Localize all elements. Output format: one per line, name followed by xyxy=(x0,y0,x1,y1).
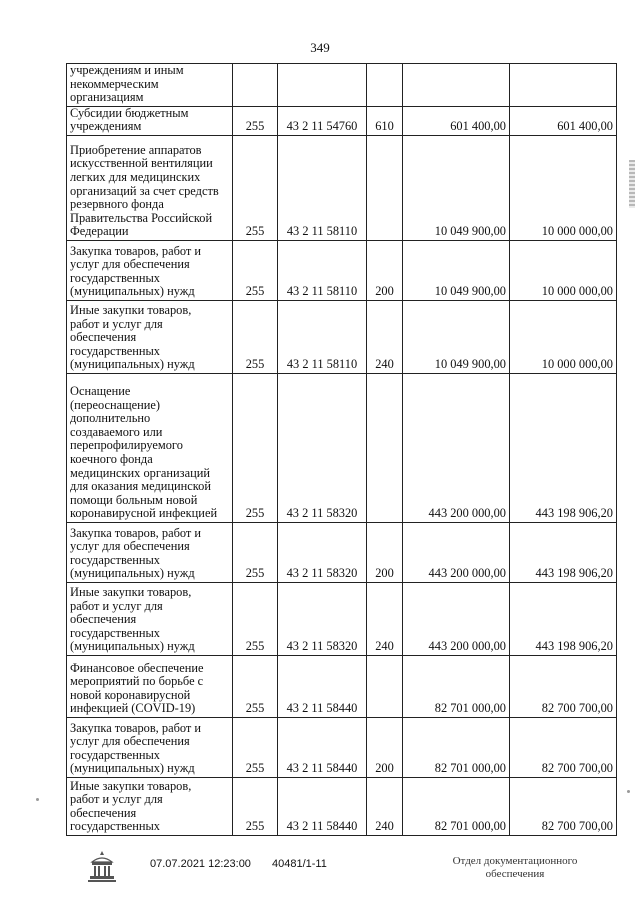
department-code xyxy=(233,64,278,107)
executed-amount: 82 700 700,00 xyxy=(510,717,617,777)
expense-type-code: 240 xyxy=(367,582,403,655)
executed-amount: 10 000 000,00 xyxy=(510,240,617,300)
scan-speck xyxy=(36,798,39,801)
item-name-line: услуг для обеспечения xyxy=(70,539,190,554)
expense-type-code: 200 xyxy=(367,717,403,777)
budget-item-name xyxy=(67,582,233,655)
target-article-code: 43 2 11 58440 xyxy=(278,777,367,835)
executed-amount: 443 198 906,20 xyxy=(510,522,617,582)
item-name-line: резервного фонда xyxy=(70,197,164,212)
item-name-line: Финансовое обеспечение xyxy=(70,660,204,675)
item-name-line: инфекцией (COVID-19) xyxy=(70,701,196,716)
executed-amount: 443 198 906,20 xyxy=(510,373,617,522)
department-code: 255 xyxy=(233,717,278,777)
table-row xyxy=(67,135,617,240)
item-name-line: Федерации xyxy=(70,224,129,239)
expense-type-code: 610 xyxy=(367,106,403,135)
target-article-code: 43 2 11 58110 xyxy=(278,300,367,373)
executed-amount: 82 700 700,00 xyxy=(510,655,617,717)
item-name-line: Закупка товаров, работ и xyxy=(70,720,202,735)
item-name-line: легких для медицинских xyxy=(70,170,201,184)
department-code: 255 xyxy=(233,522,278,582)
department-code: 255 xyxy=(233,300,278,373)
table-row xyxy=(67,655,617,717)
table-row xyxy=(67,300,617,373)
item-name-line: Закупка товаров, работ и xyxy=(70,243,202,258)
target-article-code: 43 2 11 58440 xyxy=(278,717,367,777)
item-name-line: Оснащение xyxy=(70,384,131,399)
executed-amount: 10 000 000,00 xyxy=(510,300,617,373)
department-code: 255 xyxy=(233,135,278,240)
planned-amount: 443 200 000,00 xyxy=(403,373,510,522)
target-article-code xyxy=(278,64,367,107)
executed-amount: 10 000 000,00 xyxy=(510,135,617,240)
scan-speck xyxy=(627,790,630,793)
planned-amount: 10 049 900,00 xyxy=(403,135,510,240)
item-name-line: организаций за счет средств xyxy=(70,183,219,198)
executed-amount: 82 700 700,00 xyxy=(510,777,617,835)
item-name-line: коечного фонда xyxy=(70,452,153,466)
expense-type-code xyxy=(367,373,403,522)
executed-amount xyxy=(510,64,617,107)
budget-item-name xyxy=(67,300,233,373)
item-name-line: создаваемого или xyxy=(70,424,163,439)
department-line-2: обеспечения xyxy=(485,868,545,880)
planned-amount: 443 200 000,00 xyxy=(403,582,510,655)
item-name-line: государственных xyxy=(70,625,161,640)
item-name-line: обеспечения xyxy=(70,805,137,820)
executed-amount: 601 400,00 xyxy=(510,106,617,135)
planned-amount: 10 049 900,00 xyxy=(403,240,510,300)
budget-table xyxy=(66,63,617,836)
item-name-line: (муниципальных) нужд xyxy=(70,566,195,581)
scan-margin-mark xyxy=(629,160,635,208)
item-name-line: Приобретение аппаратов xyxy=(70,142,202,157)
expense-type-code: 200 xyxy=(367,240,403,300)
budget-item-name xyxy=(67,777,233,835)
planned-amount: 82 701 000,00 xyxy=(403,777,510,835)
item-name-line: для оказания медицинской xyxy=(70,479,211,494)
item-name-line: учреждениям и иным xyxy=(70,63,184,77)
department-code: 255 xyxy=(233,777,278,835)
item-name-line: работ и услуг для xyxy=(70,792,163,807)
item-name-line: Правительства Российской xyxy=(70,210,213,225)
item-name-line: государственных xyxy=(70,343,161,358)
budget-item-name xyxy=(67,64,233,107)
item-name-line: услуг для обеспечения xyxy=(70,257,190,272)
item-name-line: государственных xyxy=(70,270,161,285)
planned-amount: 10 049 900,00 xyxy=(403,300,510,373)
item-name-line: (переоснащение) xyxy=(70,397,161,412)
target-article-code: 43 2 11 58320 xyxy=(278,582,367,655)
table-row xyxy=(67,64,617,107)
item-name-line: государственных xyxy=(70,552,161,567)
budget-item-name xyxy=(67,373,233,522)
table-row xyxy=(67,106,617,135)
department-code: 255 xyxy=(233,106,278,135)
expense-type-code xyxy=(367,135,403,240)
expense-type-code xyxy=(367,655,403,717)
department-code: 255 xyxy=(233,655,278,717)
item-name-line: (муниципальных) нужд xyxy=(70,284,195,299)
item-name-line: искусственной вентиляции xyxy=(70,156,213,171)
planned-amount: 82 701 000,00 xyxy=(403,655,510,717)
expense-type-code: 240 xyxy=(367,777,403,835)
target-article-code: 43 2 11 58320 xyxy=(278,522,367,582)
budget-item-name xyxy=(67,522,233,582)
item-name-line: (муниципальных) нужд xyxy=(70,357,195,372)
expense-type-code: 240 xyxy=(367,300,403,373)
page-number: 349 xyxy=(310,40,330,55)
target-article-code: 43 2 11 58110 xyxy=(278,240,367,300)
item-name-line: (муниципальных) нужд xyxy=(70,639,195,654)
item-name-line: некоммерческим xyxy=(70,76,159,91)
item-name-line: обеспечения xyxy=(70,612,137,627)
item-name-line: Иные закупки товаров, xyxy=(70,585,192,599)
planned-amount: 443 200 000,00 xyxy=(403,522,510,582)
department-code: 255 xyxy=(233,240,278,300)
target-article-code: 43 2 11 58110 xyxy=(278,135,367,240)
table-row xyxy=(67,522,617,582)
expense-type-code: 200 xyxy=(367,522,403,582)
item-name-line: обеспечения xyxy=(70,330,137,345)
item-name-line: Иные закупки товаров, xyxy=(70,303,192,317)
table-row xyxy=(67,777,617,835)
item-name-line: Закупка товаров, работ и xyxy=(70,525,202,540)
table-row xyxy=(67,373,617,522)
budget-item-name xyxy=(67,655,233,717)
department-code: 255 xyxy=(233,582,278,655)
item-name-line: работ и услуг для xyxy=(70,598,163,613)
target-article-code: 43 2 11 54760 xyxy=(278,106,367,135)
item-name-line: учреждениям xyxy=(70,119,142,134)
item-name-line: услуг для обеспечения xyxy=(70,734,190,749)
expense-type-code xyxy=(367,64,403,107)
item-name-line: перепрофилируемого xyxy=(70,438,183,453)
item-name-line: Субсидии бюджетным xyxy=(70,106,189,120)
footer-department-stamp xyxy=(440,855,590,881)
planned-amount xyxy=(403,64,510,107)
item-name-line: Иные закупки товаров, xyxy=(70,778,192,793)
item-name-line: государственных xyxy=(70,819,161,834)
item-name-line: новой коронавирусной xyxy=(70,687,191,702)
item-name-line: коронавирусной инфекцией xyxy=(70,506,218,521)
item-name-line: мероприятий по борьбе с xyxy=(70,674,204,689)
table-row xyxy=(67,240,617,300)
planned-amount: 82 701 000,00 xyxy=(403,717,510,777)
item-name-line: дополнительно xyxy=(70,411,151,426)
item-name-line: медицинских организаций xyxy=(70,465,210,480)
department-line-1: Отдел документационного xyxy=(452,855,578,867)
budget-item-name xyxy=(67,135,233,240)
item-name-line: (муниципальных) нужд xyxy=(70,761,195,776)
budget-item-name xyxy=(67,106,233,135)
footer-timestamp: 07.07.2021 12:23:00 xyxy=(150,858,251,870)
item-name-line: организациям xyxy=(70,90,144,105)
executed-amount: 443 198 906,20 xyxy=(510,582,617,655)
department-code: 255 xyxy=(233,373,278,522)
emblem-logo xyxy=(84,848,120,884)
table-row xyxy=(67,582,617,655)
table-row xyxy=(67,717,617,777)
target-article-code: 43 2 11 58320 xyxy=(278,373,367,522)
item-name-line: государственных xyxy=(70,747,161,762)
item-name-line: помощи больным новой xyxy=(70,492,198,507)
target-article-code: 43 2 11 58440 xyxy=(278,655,367,717)
footer-document-number: 40481/1-11 xyxy=(272,858,327,870)
planned-amount: 601 400,00 xyxy=(403,106,510,135)
budget-item-name xyxy=(67,240,233,300)
item-name-line: работ и услуг для xyxy=(70,316,163,331)
budget-item-name xyxy=(67,717,233,777)
